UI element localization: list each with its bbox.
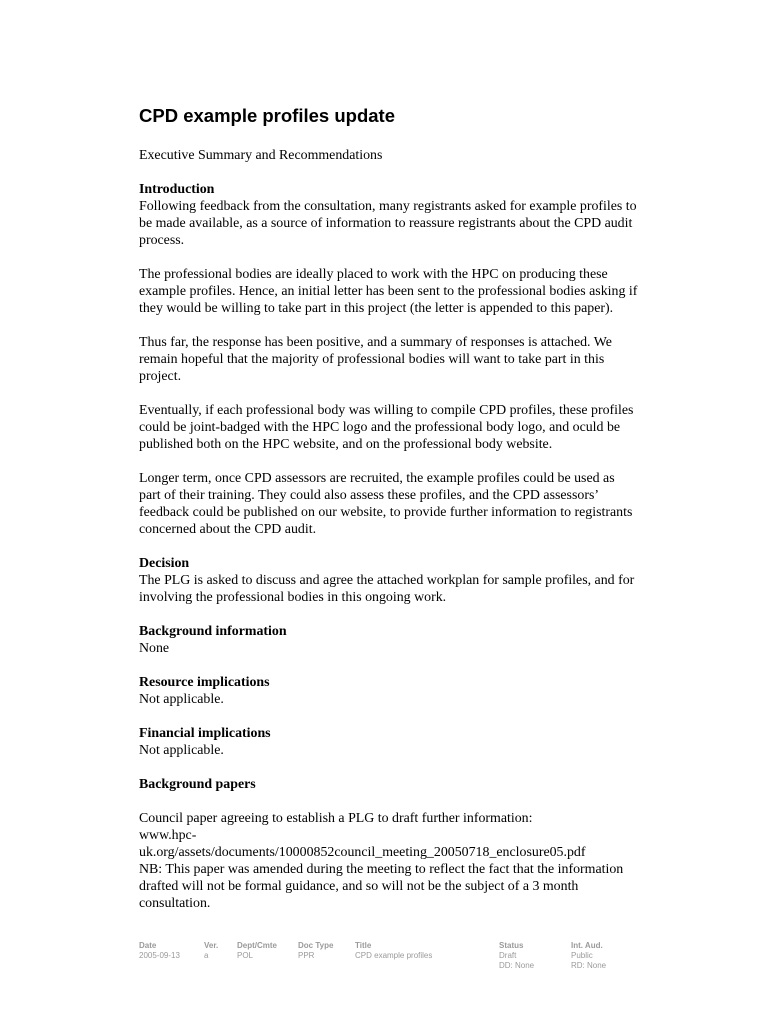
footer-doc-type (298, 941, 333, 961)
resource-implications-section (139, 674, 639, 708)
footer-int-aud-label: Int. Aud. (571, 941, 603, 950)
footer-dept (237, 941, 277, 961)
intro-paragraph-1: Following feedback from the consultation, many registrants asked for example profiles to be made available, as a source of information to reassure registrants about the CPD audit process. (139, 199, 637, 248)
footer-title-value: CPD example profiles (355, 951, 433, 960)
footer-dept-value: POL (237, 951, 254, 960)
footer-doc-type-value: PPR (298, 951, 315, 960)
background-papers-link-part-2: uk.org/assets/documents/10000852council_meeting_20050718_enclosure05.pdf (139, 845, 586, 860)
resource-implications-heading: Resource implications (139, 675, 270, 690)
introduction-heading: Introduction (139, 182, 215, 197)
introduction-section (139, 181, 639, 538)
decision-heading: Decision (139, 556, 190, 571)
intro-paragraph-2: The professional bodies are ideally placed to work with the HPC on producing these example profiles. Hence, an initial letter has been sent to the professional bodies asking if they would be willing to take part in this project (the letter is appended to this paper). (139, 267, 638, 316)
footer-dept-label: Dept/Cmte (237, 941, 278, 950)
background-information-section (139, 623, 639, 657)
page-title: CPD example profiles update (139, 105, 395, 126)
document-subtitle: Executive Summary and Recommendations (139, 148, 383, 163)
background-papers-note: NB: This paper was amended during the meeting to reflect the fact that the information drafted will not be formal guidance, and so will not be the subject of a 3 month consultation. (139, 862, 624, 911)
resource-implications-text: Not applicable. (139, 692, 224, 707)
intro-paragraph-3: Thus far, the response has been positive, and a summary of responses is attached. We remain hopeful that the majority of professional bodies will want to take part in this project. (139, 335, 612, 384)
footer-doc-type-label: Doc Type (298, 941, 334, 950)
background-papers-section (139, 776, 639, 912)
footer-int-aud-value: Public (571, 951, 593, 960)
financial-implications-text: Not applicable. (139, 743, 224, 758)
background-papers-line-1: Council paper agreeing to establish a PLG to draft further information: (139, 811, 533, 826)
footer-status (499, 941, 534, 971)
footer-date-value: 2005-09-13 (139, 951, 180, 960)
decision-section (139, 555, 639, 606)
footer-title (355, 941, 432, 961)
financial-implications-heading: Financial implications (139, 726, 271, 741)
footer-version-value: a (204, 951, 209, 960)
intro-paragraph-5: Longer term, once CPD assessors are recruited, the example profiles could be used as part of their training. They could also assess these profiles, and the CPD assessors’ feedback could be published on our website, to provide further information to registrants concerned about the CPD audit. (139, 471, 633, 537)
background-papers-heading: Background papers (139, 777, 256, 792)
document-body (139, 104, 639, 912)
footer-dd-value: DD: None (499, 961, 535, 970)
decision-text: The PLG is asked to discuss and agree the attached workplan for sample profiles, and for involving the professional bodies in this ongoing work. (139, 573, 635, 605)
footer-version (204, 941, 218, 961)
background-information-text: None (139, 641, 170, 656)
footer-title-label: Title (355, 941, 372, 950)
footer-date (139, 941, 180, 961)
intro-paragraph-4: Eventually, if each professional body was willing to compile CPD profiles, these profiles could be joint-badged with the HPC logo and the professional body logo, and oculd be published both on the HPC website, and on the professional body website. (139, 403, 634, 452)
background-information-heading: Background information (139, 624, 287, 639)
footer-int-aud (571, 941, 606, 971)
footer-status-value: Draft (499, 951, 517, 960)
footer-date-label: Date (139, 941, 157, 950)
financial-implications-section (139, 725, 639, 759)
footer-status-label: Status (499, 941, 524, 950)
background-papers-link-part-1: www.hpc- (139, 828, 197, 843)
footer-version-label: Ver. (204, 941, 219, 950)
footer-rd-value: RD: None (571, 961, 607, 970)
